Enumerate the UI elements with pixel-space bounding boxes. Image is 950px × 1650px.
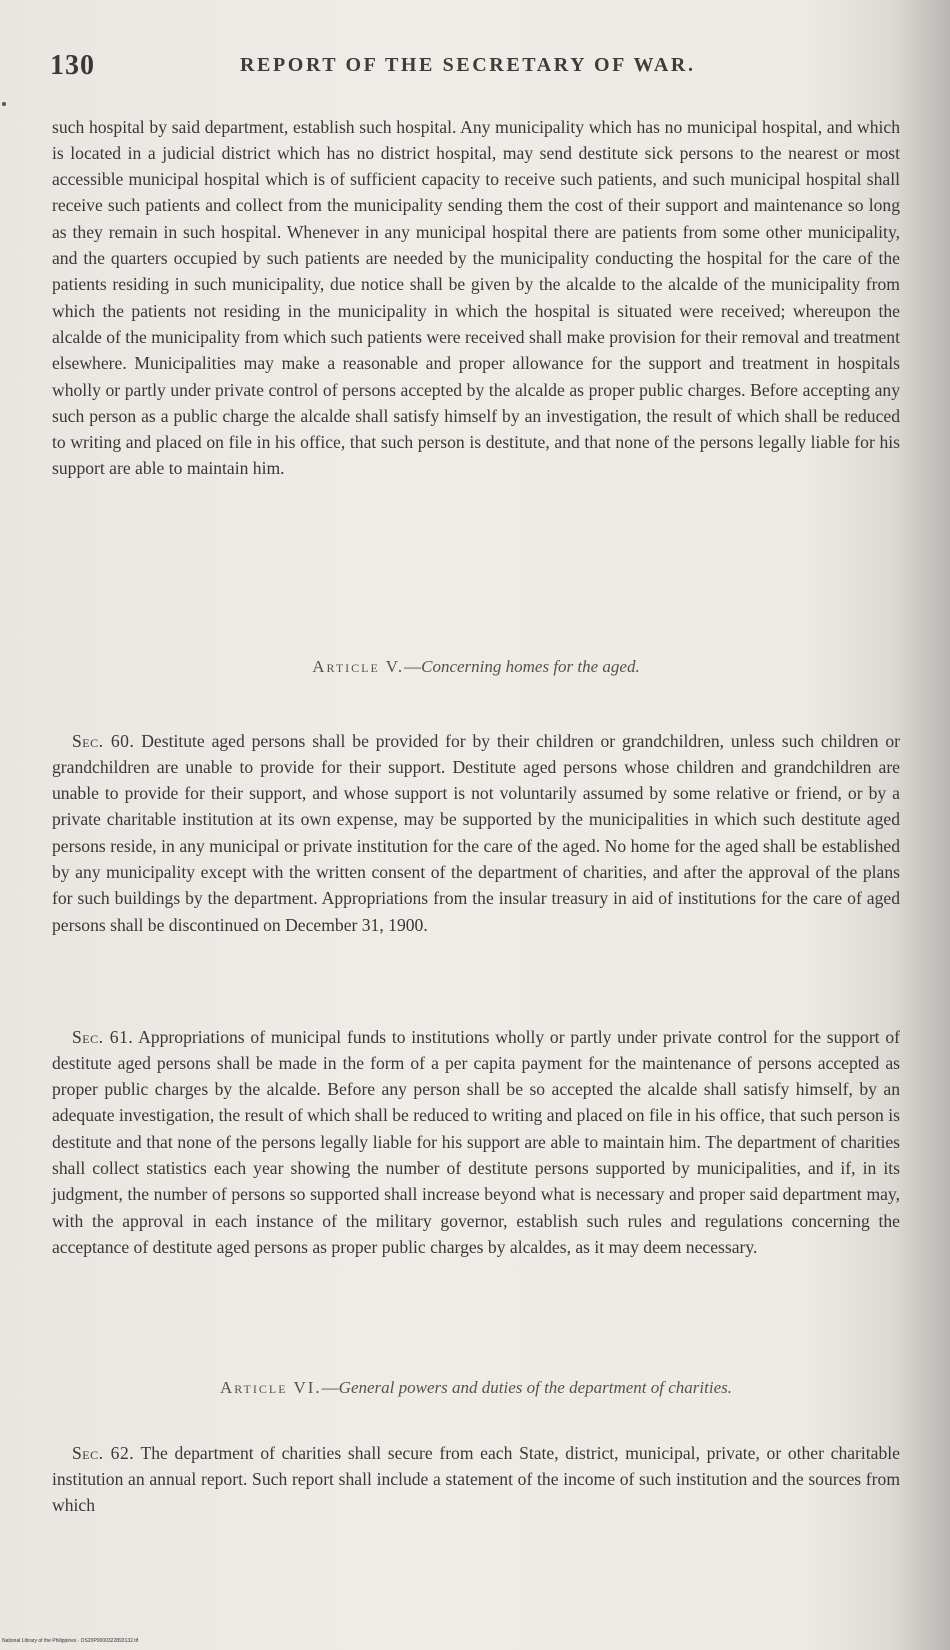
page-number: 130	[50, 50, 95, 81]
article-v-title: Concerning homes for the aged.	[421, 657, 640, 676]
article-vi-title: General powers and duties of the department of charities.	[338, 1378, 732, 1397]
scan-credit: National Library of the Philippines · DS20P0000322893132.tif	[2, 1638, 139, 1644]
section-61-paragraph	[52, 1024, 900, 1261]
section-60-label: Sec. 60.	[72, 730, 135, 751]
section-60-paragraph	[52, 728, 900, 938]
article-vi-label: Article VI.	[219, 1378, 322, 1397]
article-vi-heading: Article VI.—General powers and duties of the department of charities.	[219, 1378, 732, 1397]
section-62-paragraph	[52, 1440, 900, 1519]
section-61-label: Sec. 61.	[72, 1026, 134, 1047]
article-v-heading: Article V.—Concerning homes for the aged.	[312, 657, 640, 676]
running-head: REPORT OF THE SECRETARY OF WAR.	[240, 54, 696, 76]
section-61-text: Appropriations of municipal funds to institutions wholly or partly under private control for the support of destitute aged persons shall be made in the form of a per capita payment for the maintenance of persons accepted as proper public charges by the alcalde. Before any person shall be so accepted the alcalde shall satisfy himself, by an adequate investigation, the result of which shall be reduced to writing and placed on file in his office, that such person is destitute and that none of the persons legally liable for his support are able to maintain him. The department of charities shall collect statistics each year showing the number of destitute persons supported by municipalities, and if, in its judgment, the number of persons so supported shall increase beyond what is necessary and proper said department may, with the approval in each instance of the military governor, establish such rules and regulations concerning the acceptance of destitute aged persons as proper public charges by alcaldes, as it may deem necessary.	[52, 1026, 900, 1257]
section-60-text: Destitute aged persons shall be provided for by their children or grandchildren, unless such children or grandchildren are unable to provide for their support. Destitute aged persons whose children and grandchildren are unable to provide for their support, and whose support is not voluntarily assumed by some relative or friend, or by a private charitable institution at its own expense, may be supported by the municipalities in which such destitute aged persons reside, in any municipal or private institution for the care of the aged. No home for the aged shall be established by any municipality except with the written consent of the department of charities, and after the approval of the plans for such buildings by the department. Appropriations from the insular treasury in aid of institutions for the care of aged persons shall be discontinued on December 31, 1900.	[52, 730, 900, 935]
section-62-text: The department of charities shall secure from each State, district, municipal, private, or other charitable institution an annual report. Such report shall include a statement of the income of such institution and the sources from which	[52, 1442, 900, 1516]
article-v-label: Article V.	[312, 657, 405, 676]
section-62-label: Sec. 62.	[72, 1442, 135, 1463]
paragraph-continued: such hospital by said department, establish such hospital. Any municipality which has no municipal hospital, and which is located in a judicial district which has no district hospital, may send destitute sick persons to the nearest or most accessible municipal hospital which is of sufficient capacity to receive such patients, and such municipal hospital shall receive such patients and collect from the municipality sending them the cost of their support and maintenance so long as they remain in such hospital. Whenever in any municipal hospital there are patients from some other municipality, and the quarters occupied by such patients are needed by the municipality conducting the hospital for the care of the patients residing in such municipality, due notice shall be given by the alcalde to the alcalde of the municipality from which the patients not residing in the municipality in which the hospital is situated were received; whereupon the alcalde of the municipality from which such patients were received shall make provision for their removal and treatment elsewhere. Municipalities may make a reasonable and proper allowance for the support and treatment in hospitals wholly or partly under private control of persons accepted by the alcalde as proper public charges. Before accepting any such person as a public charge the alcalde shall satisfy himself by an investigation, the result of which shall be reduced to writing and placed on file in his office, that such person is destitute, and that none of the persons legally liable for his support are able to maintain him.	[52, 116, 900, 479]
margin-speck	[2, 102, 6, 106]
page-header	[50, 50, 905, 80]
